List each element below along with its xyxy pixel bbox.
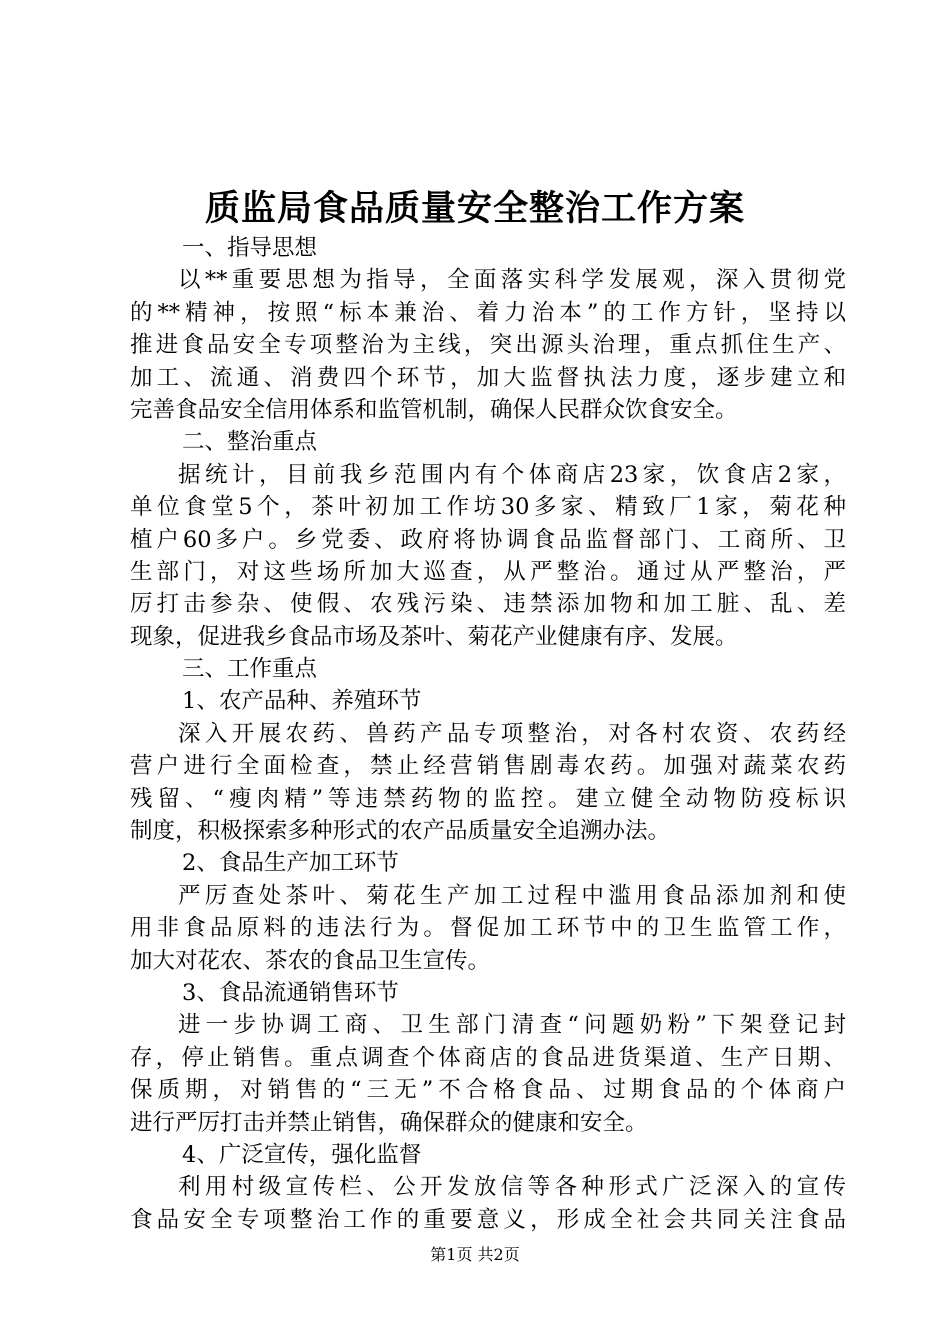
paragraph-line: 利用村级宣传栏、公开发放信等各种形式广泛深入的宣传 [178, 1174, 846, 1201]
paragraph-line: 厉打击参杂、使假、农残污染、违禁添加物和加工脏、乱、差 [130, 591, 846, 618]
paragraph-line: 存，停止销售。重点调查个体商店的食品进货渠道、生产日期、 [130, 1044, 846, 1071]
paragraph-line: 据统计，目前我乡范围内有个体商店23家，饮食店2家， [178, 461, 846, 488]
paragraph-line: 推进食品安全专项整治为主线，突出源头治理，重点抓住生产、 [130, 332, 846, 359]
paragraph-line: 食品安全专项整治工作的重要意义，形成全社会共同关注食品 [130, 1206, 846, 1233]
document-body [130, 232, 846, 1236]
paragraph-line: 制度，积极探索多种形式的农产品质量安全追溯办法。 [130, 818, 671, 845]
paragraph-line: 加工、流通、消费四个环节，加大监督执法力度，逐步建立和 [130, 364, 846, 391]
section-heading: 1、农产品种、养殖环节 [182, 688, 422, 715]
document-title: 质监局食品质量安全整治工作方案 [204, 188, 745, 229]
section-heading: 三、工作重点 [182, 656, 318, 683]
paragraph-line: 的**精神，按照“标本兼治、着力治本”的工作方针，坚持以 [130, 299, 846, 326]
paragraph-line: 残留、“瘦肉精”等违禁药物的监控。建立健全动物防疫标识 [130, 785, 846, 812]
paragraph-line: 完善食品安全信用体系和监管机制，确保人民群众饮食安全。 [130, 396, 738, 423]
paragraph-line: 深入开展农药、兽药产品专项整治，对各村农资、农药经 [178, 720, 846, 747]
paragraph-line: 现象，促进我乡食品市场及茶叶、菊花产业健康有序、发展。 [130, 623, 738, 650]
section-heading: 二、整治重点 [182, 429, 318, 456]
paragraph-line: 植户60多户。乡党委、政府将协调食品监督部门、工商所、卫 [130, 526, 846, 553]
page-footer: 第1页 共2页 [430, 1245, 520, 1264]
section-heading: 4、广泛宣传，强化监督 [182, 1141, 422, 1168]
paragraph-line: 进一步协调工商、卫生部门清查“问题奶粉”下架登记封 [178, 1012, 846, 1039]
section-heading: 一、指导思想 [182, 235, 318, 261]
paragraph-line: 以**重要思想为指导，全面落实科学发展观，深入贯彻党 [178, 267, 846, 294]
paragraph-line: 保质期，对销售的“三无”不合格食品、过期食品的个体商户 [130, 1077, 846, 1104]
paragraph-line: 营户进行全面检查，禁止经营销售剧毒农药。加强对蔬菜农药 [130, 753, 846, 780]
section-heading: 3、食品流通销售环节 [182, 979, 399, 1006]
paragraph-line: 生部门，对这些场所加大巡查，从严整治。通过从严整治，严 [130, 558, 846, 585]
paragraph-line: 单位食堂5个，茶叶初加工作坊30多家、精致厂1家，菊花种 [130, 494, 846, 521]
section-heading: 2、食品生产加工环节 [182, 850, 399, 877]
paragraph-line: 加大对花农、茶农的食品卫生宣传。 [130, 947, 491, 974]
paragraph-line: 进行严厉打击并禁止销售，确保群众的健康和安全。 [130, 1109, 648, 1136]
paragraph-line: 严厉查处茶叶、菊花生产加工过程中滥用食品添加剂和使 [178, 882, 846, 909]
paragraph-line: 用非食品原料的违法行为。督促加工环节中的卫生监管工作， [130, 915, 846, 942]
